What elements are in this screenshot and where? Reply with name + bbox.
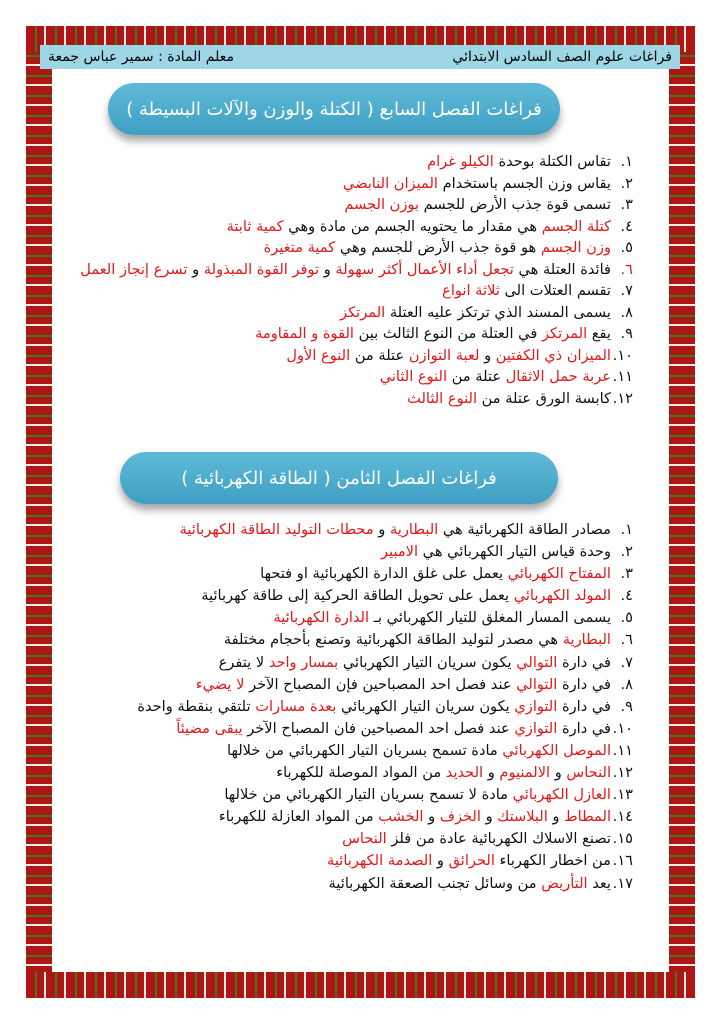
statement-text: و [479, 346, 496, 364]
statement-text: و [319, 260, 336, 278]
answer-text: النوع الثالث [407, 389, 478, 407]
item-number: ٤. [620, 217, 633, 235]
list-item [137, 519, 633, 541]
answer-text: التوازي [514, 697, 558, 715]
answer-text: العازل الكهربائي [512, 786, 611, 804]
list-item [80, 302, 633, 324]
statement-text: يعمل على تحويل الطاقة الحركية إلى طاقة كهربائية [201, 587, 514, 605]
answer-text: بوزن الجسم [344, 196, 420, 213]
page-header [40, 45, 680, 69]
list-item [80, 237, 633, 259]
answer-text: يبقى مضيئاً [176, 719, 243, 737]
list-item [137, 762, 633, 784]
chapter7-title-banner [108, 83, 560, 135]
item-number: ٢. [620, 543, 633, 561]
statement-text: فائدة العتلة هي [513, 260, 611, 278]
answer-text: المولد الكهربائي [513, 587, 611, 605]
answer-text: لعبة التوازن [408, 346, 480, 364]
statement-text: و [373, 521, 390, 538]
statement-text: يقع [587, 325, 611, 342]
answer-text: لا يضيء [195, 675, 245, 693]
answer-text: المرتكز [340, 303, 386, 321]
statement-text: تصنع الاسلاك الكهربائية عادة من فلز [386, 830, 611, 848]
answer-text: تجعل أداء الأعمال أكثر سهولة [335, 260, 514, 278]
list-item [137, 850, 633, 872]
item-number: ١. [620, 521, 633, 538]
list-item [80, 323, 633, 345]
list-item [137, 652, 633, 674]
answer-text: كتلة الجسم [541, 217, 611, 235]
statement-text: لا يتفرع [218, 653, 269, 671]
answer-text: بعدة مسارات [255, 697, 337, 715]
statement-text: يعد [587, 874, 611, 892]
statement-text: و [432, 852, 449, 870]
statement-text: و [423, 808, 440, 826]
list-item [137, 873, 633, 895]
list-item [80, 173, 633, 195]
statement-text: كابسة الورق عتلة من [477, 389, 611, 407]
statement-text: تقسم العتلات الى [499, 282, 611, 299]
list-item [80, 345, 633, 367]
list-item [137, 718, 633, 740]
item-number: ٧. [620, 282, 633, 299]
statement-text: في دارة [557, 697, 611, 715]
statement-text: و [550, 764, 567, 782]
statement-text: يكون سريان التيار الكهربائي [336, 697, 515, 715]
item-number: ٤. [620, 587, 633, 605]
statement-text: يسمى المسند الذي ترتكز عليه العتلة [385, 303, 611, 321]
teacher-name: معلم المادة : سمير عباس جمعة [48, 49, 234, 65]
statement-text: هو قوة جذب الأرض للجسم وهي [335, 239, 541, 256]
answer-text: المفتاح الكهربائي [507, 565, 611, 583]
statement-text: من المواد الموصلة للكهرباء [276, 764, 446, 782]
statement-text: مادة لا تسمح بسريان التيار الكهربائي من خلالها [224, 786, 513, 804]
answer-text: القوة و المقاومة [255, 325, 354, 342]
statement-text: يقاس وزن الجسم باستخدام [437, 174, 611, 192]
statement-text: مادة تسمح بسريان التيار الكهربائي من خلالها [227, 741, 503, 759]
item-number: ٩. [620, 697, 633, 715]
answer-text: التوالي [516, 653, 558, 671]
statement-text: عند فصل احد المصباحين فإن المصباح الآخر [244, 675, 517, 693]
list-item [80, 194, 633, 216]
chapter7-title: فراغات الفصل السابع ( الكتلة والوزن والآلات البسيطة ) [126, 98, 542, 120]
answer-text: الصدمة الكهربائية [327, 852, 433, 870]
statement-text: من اخطار الكهرباء [494, 852, 611, 870]
answer-text: الموصل الكهربائي [502, 741, 611, 759]
answer-text: الكيلو غرام [427, 153, 494, 170]
answer-text: التوالي [516, 675, 558, 693]
item-number: ١٣. [612, 786, 633, 804]
item-number: ١١. [612, 368, 633, 385]
statement-text: في دارة [557, 653, 611, 671]
item-number: ١٧. [612, 874, 633, 892]
answer-text: البطارية [562, 631, 611, 649]
chapter8-list [137, 519, 633, 895]
item-number: ٨. [620, 675, 633, 693]
item-number: ٣. [620, 565, 633, 583]
statement-text: من وسائل تجنب الصعقة الكهربائية [328, 874, 542, 892]
answer-text: البطارية [389, 521, 439, 538]
answer-text: الامبير [380, 543, 419, 561]
statement-text: في دارة [557, 719, 611, 737]
list-item [137, 541, 633, 563]
item-number: ١٢. [612, 764, 633, 782]
answer-text: النحاس [566, 764, 611, 782]
list-item [137, 696, 633, 718]
statement-text: و [547, 808, 565, 826]
statement-text: و [480, 808, 498, 826]
list-item [80, 280, 633, 302]
item-number: ١١. [612, 741, 633, 759]
answer-text: عربة حمل الاثقال [505, 368, 611, 385]
statement-text: عتلة من [447, 368, 506, 385]
item-number: ٩. [620, 325, 633, 342]
answer-text: ثلاثة انواع [442, 282, 500, 299]
answer-text: الميزان ذي الكفتين [495, 346, 611, 364]
list-item [137, 828, 633, 850]
statement-text: في دارة [557, 675, 611, 693]
item-number: ١٦. [612, 852, 633, 870]
answer-text: الحديد [445, 764, 484, 782]
answer-text: التوازي [514, 719, 558, 737]
statement-text: و [483, 764, 500, 782]
answer-text: كمية متغيرة [263, 239, 336, 256]
item-number: ١٠. [612, 346, 633, 364]
list-item [80, 366, 633, 388]
statement-text: هي مصدر لتوليد الطاقة الكهربائية وتصنع بأحجام مختلفة [223, 631, 563, 649]
answer-text: الخشب [378, 808, 424, 826]
item-number: ٦. [620, 631, 633, 649]
answer-text: النحاس [342, 830, 387, 848]
statement-text: عتلة من [350, 346, 409, 364]
item-number: ٦. [620, 260, 633, 278]
list-item [137, 629, 633, 651]
answer-text: النوع الأول [286, 346, 351, 364]
answer-text: التأريض [541, 874, 588, 892]
list-item [80, 216, 633, 238]
answer-text: الحرائق [448, 852, 495, 870]
answer-text: بمسار واحد [268, 653, 339, 671]
answer-text: محطات التوليد الطاقة الكهربائية [179, 521, 374, 538]
item-number: ٧. [620, 653, 633, 671]
statement-text: يسمى المسار المغلق للتيار الكهربائي بـ [369, 609, 611, 627]
list-item [80, 151, 633, 173]
answer-text: الالمنيوم [499, 764, 551, 782]
item-number: ١. [620, 153, 633, 170]
answer-text: النوع الثاني [379, 368, 448, 385]
statement-text: وحدة قياس التيار الكهربائي هي [418, 543, 611, 561]
item-number: ٢. [620, 174, 633, 192]
answer-text: توفر القوة المبذولة [203, 260, 320, 278]
statement-text: هي مقدار ما يحتويه الجسم من مادة وهي [283, 217, 542, 235]
chapter7-list [80, 151, 633, 409]
answer-text: المرتكز [541, 325, 588, 342]
item-number: ٥. [620, 239, 633, 256]
item-number: ١٠. [612, 719, 633, 737]
list-item [137, 585, 633, 607]
statement-text: تسمى قوة جذب الأرض للجسم [419, 196, 611, 213]
list-item [137, 806, 633, 828]
statement-text: مصادر الطاقة الكهربائية هي [438, 521, 611, 538]
statement-text: و [187, 260, 204, 278]
list-item [137, 674, 633, 696]
answer-text: الميزان النابضي [342, 174, 438, 192]
list-item [137, 607, 633, 629]
list-item [137, 784, 633, 806]
answer-text: الدارة الكهربائية [273, 609, 370, 627]
statement-text: من المواد العازلة للكهرباء [218, 808, 379, 826]
item-number: ٥. [620, 609, 633, 627]
statement-text: تقاس الكتلة بوحدة [493, 153, 611, 170]
statement-text: عند فصل احد المصباحين فان المصباح الآخر [242, 719, 515, 737]
statement-text: في العتلة من النوع الثالث بين [353, 325, 542, 342]
statement-text: تلتقي بنقطة واحدة [137, 697, 256, 715]
item-number: ١٢. [612, 389, 633, 407]
item-number: ١٤. [612, 808, 633, 826]
chapter8-title-banner [120, 452, 558, 504]
answer-text: كمية ثابتة [226, 217, 284, 235]
answer-text: الخزف [439, 808, 481, 826]
list-item [137, 563, 633, 585]
answer-text: وزن الجسم [540, 239, 611, 256]
statement-text: يكون سريان التيار الكهربائي [338, 653, 517, 671]
item-number: ٣. [620, 196, 633, 213]
item-number: ١٥. [612, 830, 633, 848]
answer-text: المطاط [564, 808, 611, 826]
document-title: فراغات علوم الصف السادس الابتدائي [452, 49, 672, 65]
list-item [80, 259, 633, 281]
item-number: ٨. [620, 303, 633, 321]
list-item [137, 740, 633, 762]
answer-text: البلاستك [497, 808, 548, 826]
statement-text: يعمل على غلق الدارة الكهربائية او فتحها [260, 565, 508, 583]
chapter8-title: فراغات الفصل الثامن ( الطاقة الكهربائية ) [181, 467, 497, 489]
answer-text: تسرع إنجاز العمل [80, 260, 188, 278]
list-item [80, 388, 633, 410]
